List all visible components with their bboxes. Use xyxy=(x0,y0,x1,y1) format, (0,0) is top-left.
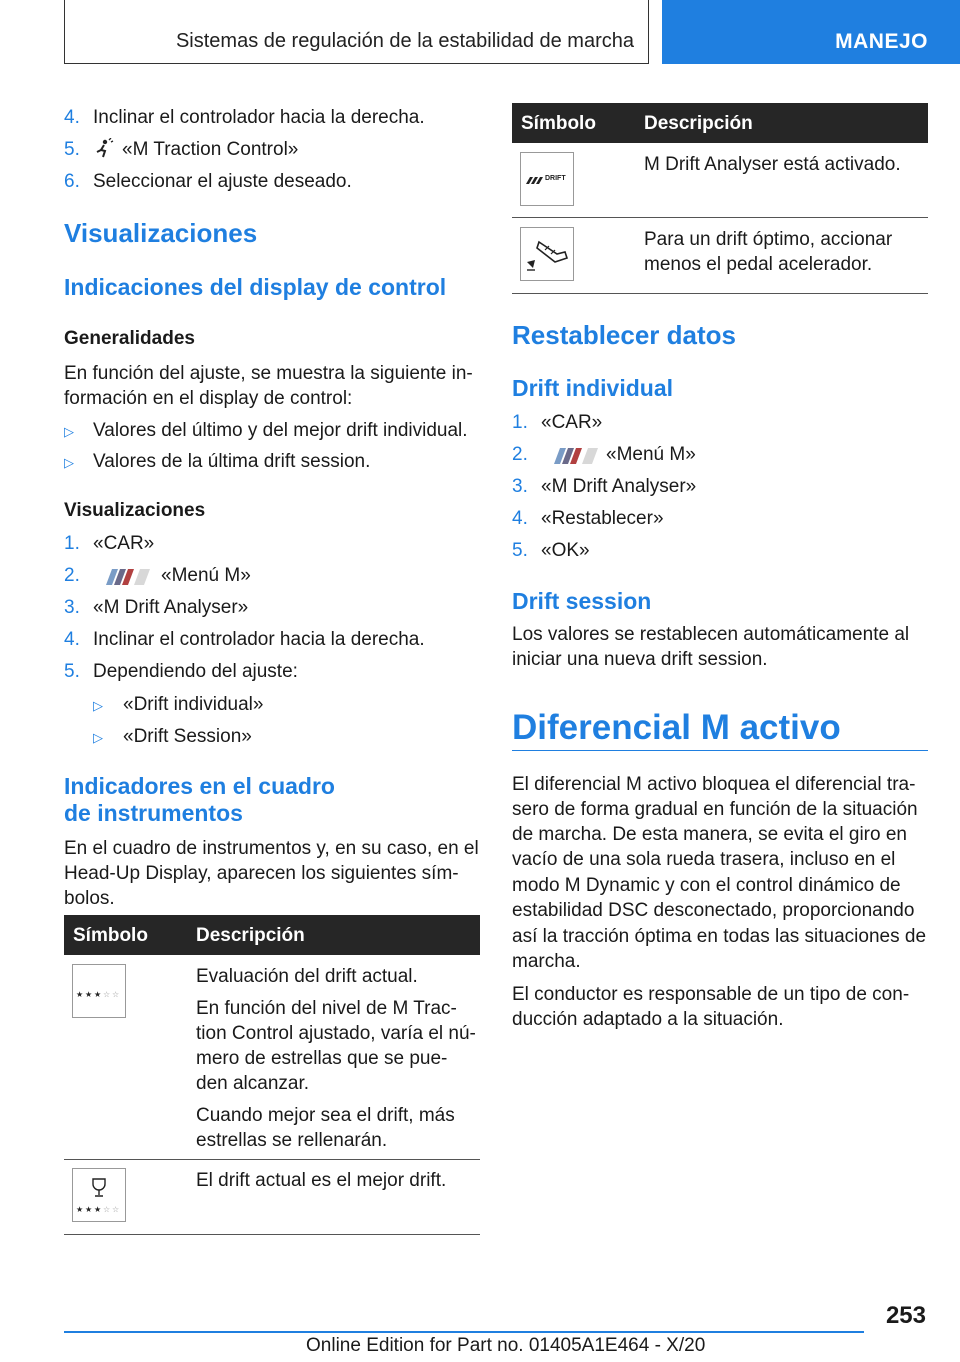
table-cell-line: estrellas se rellenarán. xyxy=(196,1130,388,1151)
step-text: «OK» xyxy=(541,540,590,561)
paragraph-line: Head-Up Display, aparecen los siguientes sím- xyxy=(64,863,459,884)
table-row-divider xyxy=(512,293,928,294)
table-row-divider xyxy=(64,1159,480,1160)
heading-display: Indicaciones del display de control xyxy=(64,274,447,300)
bullet-text: «Drift individual» xyxy=(123,694,264,715)
step-number: 5. xyxy=(64,139,80,160)
step-number: 3. xyxy=(512,476,528,497)
step-number: 6. xyxy=(64,171,80,192)
step-text: «Menú M» xyxy=(606,444,696,465)
subheading-visualizaciones: Visualizaciones xyxy=(64,500,206,521)
table-cell-line: menos el pedal acelerador. xyxy=(644,254,873,275)
chapter-tab-label: MANEJO xyxy=(835,30,928,53)
svg-text:★: ★ xyxy=(85,1205,93,1214)
triangle-bullet-icon: ▷ xyxy=(93,730,103,745)
svg-text:★: ★ xyxy=(76,1205,84,1214)
step-number: 1. xyxy=(64,533,80,554)
heading-diferencial: Diferencial M activo xyxy=(512,708,841,747)
chapter-tab[interactable] xyxy=(662,0,960,64)
bullet-text: «Drift Session» xyxy=(123,726,252,747)
m-drift-icon-label: DRIFT xyxy=(545,175,566,182)
column-header-description: Descripción xyxy=(196,925,305,946)
step-text: Dependiendo del ajuste: xyxy=(93,661,298,682)
paragraph-line: bolos. xyxy=(64,888,115,909)
step-text: «Restablecer» xyxy=(541,508,664,529)
svg-text:☆: ☆ xyxy=(103,990,111,999)
step-text: Inclinar el controlador hacia la derecha. xyxy=(93,629,425,650)
m-stripes-icon xyxy=(100,567,150,592)
table-cell-line: Cuando mejor sea el drift, más xyxy=(196,1105,455,1126)
column-header-symbol: Símbolo xyxy=(73,925,148,946)
paragraph-line: vacío de una sola rueda trasera, incluso en el xyxy=(512,849,896,870)
trophy-stars-icon xyxy=(72,1168,126,1222)
table-cell-line: En función del nivel de M Trac- xyxy=(196,998,457,1019)
step-number: 1. xyxy=(512,412,528,433)
table-cell-line: M Drift Analyser está activado. xyxy=(644,154,901,175)
subheading-generalidades: Generalidades xyxy=(64,328,195,349)
bullet-text: Valores del último y del mejor drift individual. xyxy=(93,420,468,441)
svg-text:☆: ☆ xyxy=(103,1205,111,1214)
paragraph-line: Los valores se restablecen automáticamente al xyxy=(512,624,910,645)
paragraph-line: En el cuadro de instrumentos y, en su caso, en el xyxy=(64,838,479,859)
footer-edition: Online Edition for Part no. 01405A1E464 - X/20 xyxy=(306,1335,706,1356)
paragraph-line: En función del ajuste, se muestra la siguiente in- xyxy=(64,363,473,384)
step-number: 5. xyxy=(64,661,80,682)
paragraph-line: de marcha. De esta manera, se evita el giro en xyxy=(512,824,907,845)
paragraph-line: ducción adaptado a la situación. xyxy=(512,1009,784,1030)
step-text: «CAR» xyxy=(93,533,155,554)
table-header xyxy=(64,915,480,955)
triangle-bullet-icon: ▷ xyxy=(64,424,74,439)
paragraph-line: El diferencial M activo bloquea el diferencial tra- xyxy=(512,774,916,795)
heading-indicadores-line1: Indicadores en el cuadro xyxy=(64,773,335,799)
page-number: 253 xyxy=(885,1302,926,1329)
step-number: 4. xyxy=(64,629,80,650)
m-stripes-icon xyxy=(548,446,598,471)
step-number: 3. xyxy=(64,597,80,618)
bullet-text: Valores de la última drift session. xyxy=(93,451,371,472)
table-row-divider xyxy=(512,217,928,218)
foot-pedal-icon xyxy=(520,227,574,281)
svg-text:★: ★ xyxy=(94,990,102,999)
table-cell-line: mero de estrellas que se pue- xyxy=(196,1048,448,1069)
svg-text:☆: ☆ xyxy=(112,990,120,999)
svg-text:★: ★ xyxy=(76,990,84,999)
paragraph-line: formación en el display de control: xyxy=(64,388,353,409)
paragraph-line: marcha. xyxy=(512,951,581,972)
table-cell-line: El drift actual es el mejor drift. xyxy=(196,1170,447,1191)
column-header-symbol: Símbolo xyxy=(521,113,596,134)
heading-indicadores-line2: de instrumentos xyxy=(64,800,243,826)
table-cell-line: den alcanzar. xyxy=(196,1073,310,1094)
paragraph-line: así la tracción óptima en todas las situaciones de xyxy=(512,926,927,947)
m-drift-icon xyxy=(520,152,574,206)
step-number: 2. xyxy=(512,444,528,465)
step-text: «M Traction Control» xyxy=(122,139,299,160)
step-number: 5. xyxy=(512,540,528,561)
triangle-bullet-icon: ▷ xyxy=(64,455,74,470)
step-text: «CAR» xyxy=(541,412,603,433)
step-text: «Menú M» xyxy=(161,565,251,586)
stars-rating-icon xyxy=(72,964,126,1018)
svg-text:★: ★ xyxy=(85,990,93,999)
paragraph-line: iniciar una nueva drift session. xyxy=(512,649,768,670)
table-cell-line: Evaluación del drift actual. xyxy=(196,966,418,987)
heading-visualizaciones: Visualizaciones xyxy=(64,218,258,248)
section-title: Sistemas de regulación de la estabilidad de marcha xyxy=(175,30,634,52)
triangle-bullet-icon: ▷ xyxy=(93,698,103,713)
heading-restablecer: Restablecer datos xyxy=(512,320,736,350)
step-text: Inclinar el controlador hacia la derecha. xyxy=(93,107,425,128)
table-header xyxy=(512,103,928,143)
table-row-divider xyxy=(64,1234,480,1235)
step-text: «M Drift Analyser» xyxy=(541,476,697,497)
heading-drift-individual: Drift individual xyxy=(512,375,673,401)
heading-drift-session: Drift session xyxy=(512,588,652,614)
footer-rule xyxy=(64,1331,864,1333)
step-number: 4. xyxy=(512,508,528,529)
heading-underline xyxy=(512,750,928,751)
table-cell-line: tion Control ajustado, varía el nú- xyxy=(196,1023,476,1044)
paragraph-line: El conductor es responsable de un tipo de con- xyxy=(512,984,910,1005)
header-frame xyxy=(64,0,649,64)
paragraph-line: sero de forma gradual en función de la situación xyxy=(512,799,918,820)
paragraph-line: estabilidad DSC desconectado, proporcionando xyxy=(512,900,915,921)
step-text: «M Drift Analyser» xyxy=(93,597,249,618)
step-text: Seleccionar el ajuste deseado. xyxy=(93,171,352,192)
traction-control-icon xyxy=(93,138,115,167)
column-header-description: Descripción xyxy=(644,113,753,134)
svg-text:☆: ☆ xyxy=(112,1205,120,1214)
table-cell-line: Para un drift óptimo, accionar xyxy=(644,229,893,250)
step-number: 2. xyxy=(64,565,80,586)
svg-text:★: ★ xyxy=(94,1205,102,1214)
paragraph-line: modo M Dynamic y con el control dinámico de xyxy=(512,875,901,896)
step-number: 4. xyxy=(64,107,80,128)
